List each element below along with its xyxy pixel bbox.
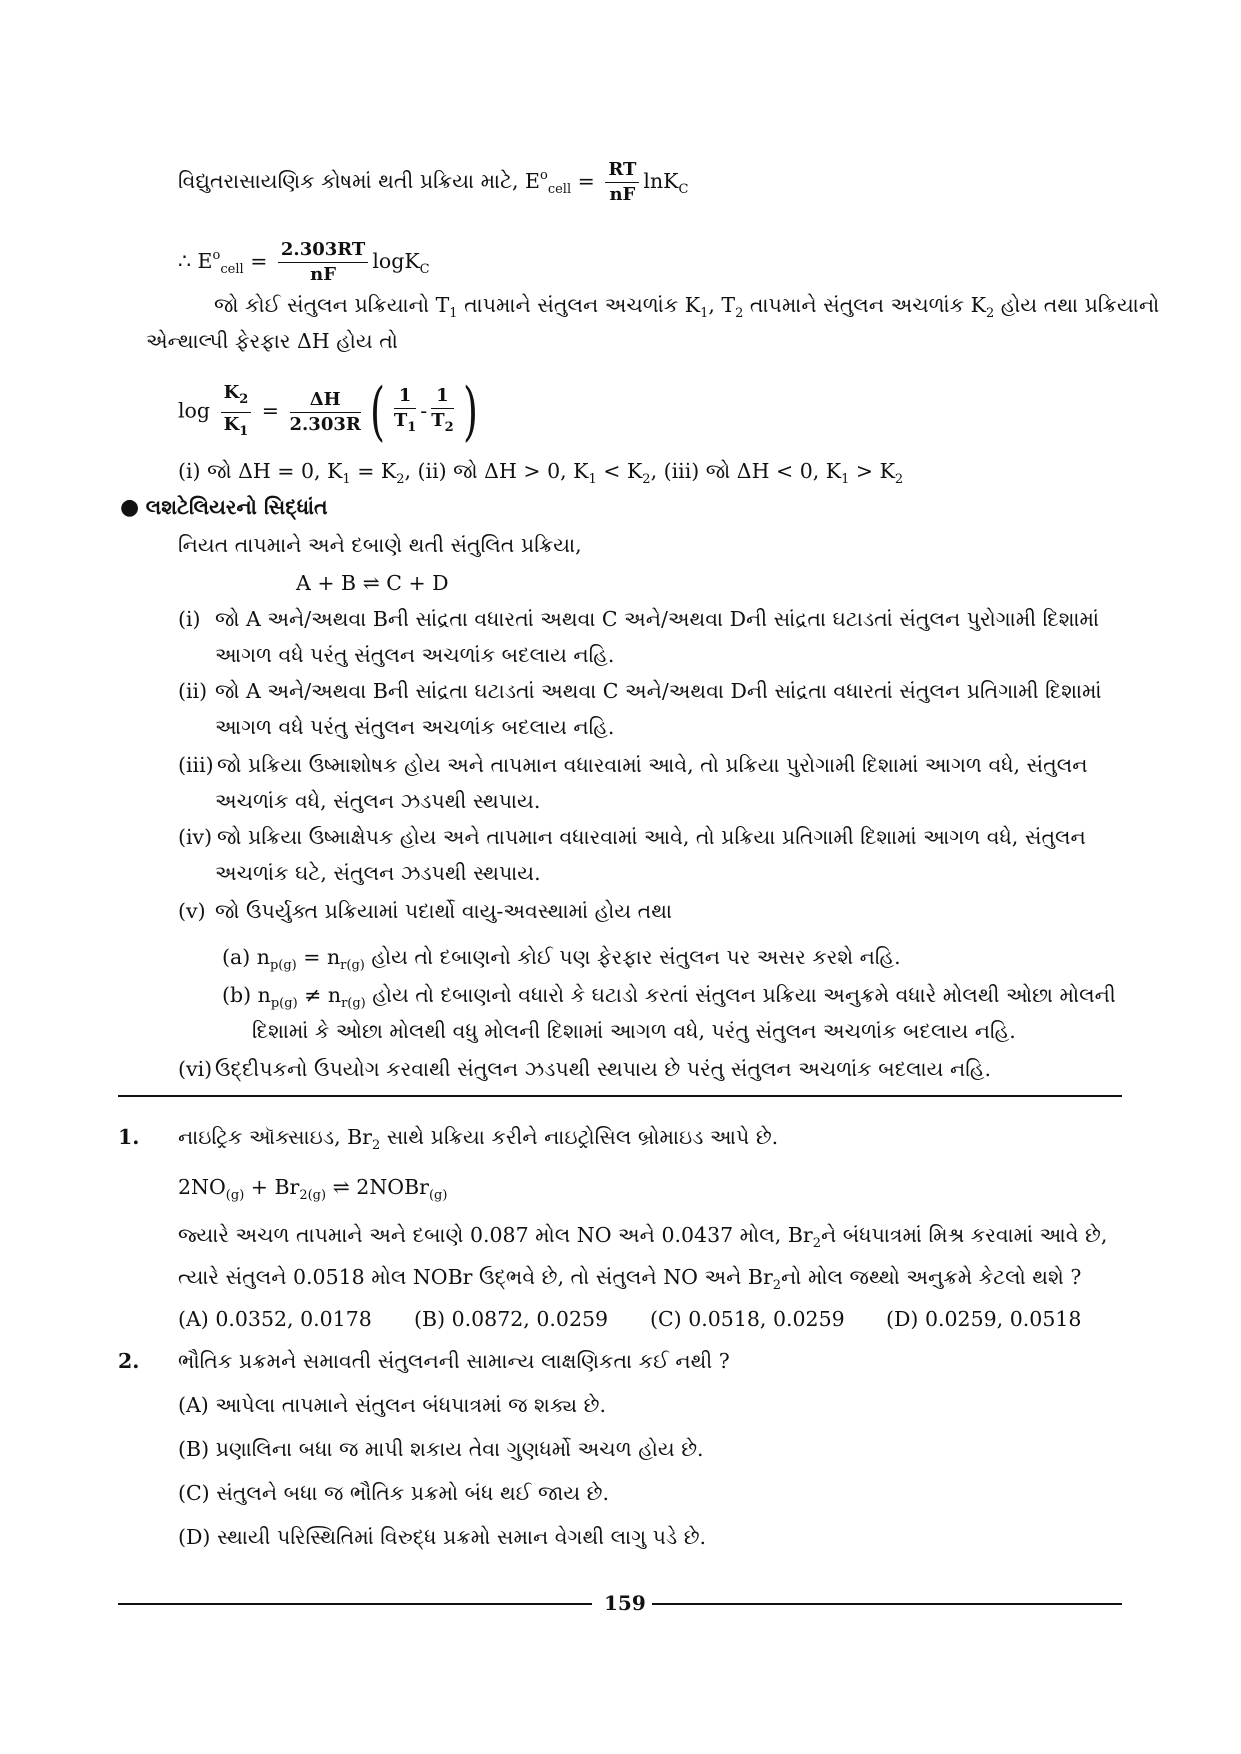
kc-sub-2: C	[419, 262, 430, 277]
text: ભૌતિક પ્રક્રમને સમાવતી સંતુલનની સામાન્ય લાક્ષણિકતા કઈ નથી ?	[178, 1349, 730, 1373]
rule-v-a	[222, 942, 901, 981]
rule-ii-line2	[215, 712, 614, 742]
rule-ii-line1	[215, 676, 1102, 706]
a-n: n	[256, 945, 270, 969]
vh-text6: એન્થાલ્પી ફેરફાર ΔH હોય તો	[146, 329, 398, 353]
p1-sub: 2	[812, 1236, 821, 1251]
b-text: હોય તો દબાણનો વધારો કે ઘટાડો કરતાં સંતુલન પ્રક્રિયા અનુક્રમે વધારે મોલથી ઓછા મોલની	[365, 983, 1116, 1007]
num: 1.	[118, 1125, 140, 1149]
vh-text5: હોય તથા પ્રક્રિયાનો	[994, 293, 1160, 317]
lechatelier-reaction	[296, 568, 449, 598]
b-n: n	[257, 983, 271, 1007]
nf-den-2: nF	[310, 264, 337, 285]
heading-text: લશટેલિયરનો સિદ્ધાંત	[145, 495, 328, 519]
rt-over-nf	[605, 158, 639, 207]
b-r-sub: r(g)	[341, 996, 366, 1011]
label: (v)	[178, 899, 206, 923]
a-r-sub: r(g)	[340, 958, 365, 973]
t1-den	[394, 409, 416, 440]
ecell-sup-2: o	[212, 248, 221, 263]
text: (B) પ્રણાલિના બધા જ માપી શકાય તેવા ગુણધર્મો અચળ હોય છે.	[178, 1437, 704, 1461]
footer-rule-left	[118, 1603, 592, 1605]
t2-den	[431, 409, 453, 440]
text: (C) સંતુલને બધા જ ભૌતિક પ્રક્રમો બંધ થઈ જાય છે.	[178, 1481, 610, 1505]
text: જો પ્રક્રિયા ઉષ્માક્ષેપક હોય અને તાપમાન વધારવામાં આવે, તો પ્રક્રિયા પ્રતિગામી દિશામાં આગળ વધે, સંતુલન	[217, 825, 1086, 849]
p1-b: ને બંધપાત્રમાં મિશ્ર કરવામાં આવે છે,	[820, 1223, 1108, 1247]
p1-a: જ્યારે અચળ તાપમાને અને દબાણે 0.087 મોલ NO અને 0.0437 મોલ, Br	[178, 1223, 813, 1247]
a-p-sub: p(g)	[269, 958, 297, 973]
intro-text: નિયત તાપમાને અને દબાણે થતી સંતુલિત પ્રક્રિયા,	[178, 533, 582, 557]
vh-log: log	[178, 398, 211, 423]
nf-den: nF	[609, 184, 636, 205]
logk: logK	[372, 249, 420, 273]
lnk: lnK	[643, 169, 679, 193]
rt2-num: 2.303RT	[278, 238, 368, 263]
vh-text3: , T	[708, 293, 736, 317]
label: (ii)	[178, 679, 208, 703]
vanthoff-line-2	[146, 326, 398, 356]
rule-v-b	[222, 980, 1116, 1019]
q2-option-a[interactable]	[178, 1390, 606, 1420]
vanthoff-equation	[178, 375, 483, 449]
text: દિશામાં કે ઓછા મોલથી વધુ મોલની દિશામાં આગળ વધે, પરંતુ સંતુલન અચળાંક બદલાય નહિ.	[252, 1019, 1016, 1043]
equals-sign-2: =	[250, 249, 268, 273]
k2-over-k1	[221, 381, 252, 444]
vh-t1sub: 1	[449, 306, 458, 321]
rule-v-label	[178, 896, 206, 926]
q2-option-b[interactable]	[178, 1434, 704, 1464]
one-num-2: 1	[431, 384, 453, 409]
vh-text2: તાપમાને સંતુલન અચળાંક K	[457, 293, 701, 317]
vh-equals: =	[261, 398, 279, 423]
cases-sub4: 2	[642, 472, 651, 487]
text: જો ઉપર્યુક્ત પ્રક્રિયામાં પદાર્થો વાયુ-અવસ્થામાં હોય તથા	[215, 899, 672, 923]
cases-d: < K	[596, 459, 643, 483]
rule-iii-line1	[217, 750, 1088, 780]
cases-sub2: 2	[396, 472, 405, 487]
q1-number	[118, 1122, 139, 1152]
rule-vi-label	[178, 1054, 212, 1084]
rule-iv-line2	[215, 858, 541, 888]
vh-k1sub: 1	[700, 306, 709, 321]
eq-b: + Br	[244, 1175, 300, 1199]
eq-g1: (g)	[225, 1188, 245, 1203]
section-divider	[118, 1095, 1122, 1097]
b-ne: ≠ n	[297, 983, 342, 1007]
t1: T	[393, 410, 408, 431]
minus-sign: -	[420, 398, 428, 423]
rule-i-line1	[215, 604, 1099, 634]
q1-option-d[interactable]	[886, 1304, 1081, 1334]
label: (i)	[178, 607, 201, 631]
label: (iv)	[178, 825, 213, 849]
open-paren: (	[369, 375, 385, 449]
text: જો A અને/અથવા Bની સાંદ્રતા ઘટાડતાં અથવા C અને/અથવા Dની સાંદ્રતા વધારતાં સંતુલન પ્રતિગામી દિશામાં	[215, 679, 1102, 703]
cases-b: = K	[350, 459, 397, 483]
reaction-text: A + B ⇌ C + D	[296, 571, 449, 595]
k2-num	[221, 381, 252, 413]
ecell-text: વિદ્યુતરાસાયણિક કોષમાં થતી પ્રક્રિયા માટે, E	[178, 169, 540, 193]
text: આગળ વધે પરંતુ સંતુલન અચળાંક બદલાય નહિ.	[215, 643, 615, 667]
q1-option-a[interactable]	[178, 1304, 372, 1334]
t2: T	[431, 410, 445, 431]
vh-k2sub: 2	[985, 306, 995, 321]
text: 159	[604, 1591, 646, 1615]
rule-v-line1	[215, 896, 672, 926]
cases-f: > K	[849, 459, 895, 483]
q2-option-d[interactable]	[178, 1522, 706, 1552]
rule-ii-label	[178, 676, 207, 706]
vh-t2sub: 2	[735, 306, 744, 321]
text: (D) સ્થાયી પરિસ્થિતિમાં વિરુદ્ધ પ્રક્રમો સમાન વેગથી લાગુ પડે છે.	[178, 1525, 707, 1549]
text: અચળાંક વધે, સંતુલન ઝડપથી સ્થપાય.	[215, 789, 541, 813]
b-label: (b)	[222, 983, 252, 1007]
q1-option-c[interactable]	[650, 1304, 845, 1334]
eq-c: ⇌ 2NOBr	[326, 1175, 429, 1199]
p2-b: નો મોલ જથ્થો અનુક્રમે કેટલો થશે ?	[781, 1265, 1082, 1289]
rule-iii-line2	[215, 786, 540, 816]
rule-i-label	[178, 604, 201, 634]
a-label: (a)	[222, 945, 251, 969]
q1-text-a: નાઇટ્રિક ઑક્સાઇડ, Br	[178, 1125, 372, 1149]
eq-a: 2NO	[178, 1175, 226, 1199]
rt2-over-nf	[278, 238, 368, 287]
rule-iv-line1	[217, 822, 1086, 852]
q1-br-sub: 2	[371, 1138, 381, 1153]
ecell-sub-2: cell	[220, 262, 244, 277]
p2-sub: 2	[772, 1278, 782, 1293]
ecell-sub: cell	[547, 182, 572, 197]
rule-iii-label	[178, 750, 214, 780]
cases-sub1: 1	[342, 472, 351, 487]
kc-sub: C	[678, 182, 689, 197]
a-text: હોય તો દબાણનો કોઈ પણ ફેરફાર સંતુલન પર અસર કરશે નહિ.	[364, 945, 901, 969]
text: જો A અને/અથવા Bની સાંદ્રતા વધારતાં અથવા C અને/અથવા Dની સાંદ્રતા ઘટાડતાં સંતુલન પુરોગામી દિશામાં	[215, 607, 1100, 631]
vanthoff-line-1	[214, 290, 1159, 329]
text: અચળાંક ઘટે, સંતુલન ઝડપથી સ્થપાય.	[215, 861, 541, 885]
cases-sub5: 1	[841, 472, 850, 487]
ecell-line	[178, 158, 688, 207]
rule-v-b-line2	[252, 1016, 1016, 1046]
q2-text	[178, 1346, 730, 1376]
text: ઉદ્દીપકનો ઉપયોગ કરવાથી સંતુલન ઝડપથી સ્થપાય છે પરંતુ સંતુલન અચળાંક બદલાય નહિ.	[215, 1057, 991, 1081]
lechatelier-intro	[178, 530, 582, 560]
num: 2.	[118, 1349, 140, 1373]
k1-sub: 1	[239, 423, 249, 439]
k2-sub: 2	[239, 391, 249, 407]
bullet-icon: ●	[120, 495, 140, 520]
q2-number	[118, 1346, 139, 1376]
rule-i-line2	[215, 640, 614, 670]
vh-text1: જો કોઈ સંતુલન પ્રક્રિયાનો T	[214, 293, 450, 317]
footer-rule-right	[652, 1603, 1122, 1605]
therefore-line	[178, 238, 430, 287]
dh-num: ΔH	[290, 388, 361, 413]
text: (C) 0.0518, 0.0259	[650, 1307, 845, 1331]
q1-text	[178, 1122, 778, 1161]
cases-sub6: 2	[894, 472, 904, 487]
cases-e: , (iii) જો ΔH < 0, K	[650, 459, 842, 483]
text: (B) 0.0872, 0.0259	[414, 1307, 609, 1331]
r-den: 2.303R	[289, 413, 361, 435]
a-eq: = n	[296, 945, 341, 969]
text: (A) આપેલા તાપમાને સંતુલન બંધપાત્રમાં જ શક્ય છે.	[178, 1393, 606, 1417]
dh-cases	[178, 456, 903, 495]
cases-sub3: 1	[588, 472, 597, 487]
label: (vi)	[178, 1057, 213, 1081]
label: (iii)	[178, 753, 214, 777]
b-p-sub: p(g)	[270, 996, 298, 1011]
equals-sign: =	[577, 169, 595, 193]
vh-text4: તાપમાને સંતુલન અચળાંક K	[743, 293, 986, 317]
eq-g2: 2(g)	[299, 1188, 327, 1203]
cases-a: (i) જો ΔH = 0, K	[178, 459, 343, 483]
page-number	[604, 1588, 646, 1618]
q1-para-line2	[178, 1262, 1081, 1301]
t2-sub: 2	[444, 420, 454, 435]
t1-sub: 1	[407, 420, 417, 435]
q1-text-b: સાથે પ્રક્રિયા કરીને નાઇટ્રોસિલ બ્રોમાઇડ આપે છે.	[380, 1125, 779, 1149]
close-paren: )	[462, 375, 478, 449]
text: આગળ વધે પરંતુ સંતુલન અચળાંક બદલાય નહિ.	[215, 715, 615, 739]
one-num-1: 1	[394, 384, 416, 409]
therefore-text: ∴ E	[178, 249, 213, 273]
q1-equation	[178, 1172, 447, 1211]
rule-vi-line1	[215, 1054, 991, 1084]
one-over-t1	[394, 384, 416, 440]
p2-a: ત્યારે સંતુલને 0.0518 મોલ NOBr ઉદ્‌ભવે છે, તો સંતુલને NO અને Br	[178, 1265, 773, 1289]
ecell-sup: o	[540, 168, 548, 183]
one-over-t2	[431, 384, 453, 440]
k2: K	[223, 381, 240, 403]
q1-option-b[interactable]	[414, 1304, 608, 1334]
text: (D) 0.0259, 0.0518	[886, 1307, 1082, 1331]
cases-c: , (ii) જો ΔH > 0, K	[404, 459, 589, 483]
q1-para-line1	[178, 1220, 1107, 1259]
text: જો પ્રક્રિયા ઉષ્માશોષક હોય અને તાપમાન વધારવામાં આવે, તો પ્રક્રિયા પુરોગામી દિશામાં આગળ વધે, સંતુલન	[217, 753, 1088, 777]
rt-num: RT	[605, 158, 639, 183]
q2-option-c[interactable]	[178, 1478, 609, 1508]
k1-den	[221, 413, 252, 444]
eq-g3: (g)	[428, 1188, 448, 1203]
k1: K	[223, 413, 240, 435]
dh-over-r	[290, 388, 361, 437]
text: (A) 0.0352, 0.0178	[178, 1307, 372, 1331]
rule-iv-label	[178, 822, 212, 852]
lechatelier-heading	[120, 492, 328, 523]
